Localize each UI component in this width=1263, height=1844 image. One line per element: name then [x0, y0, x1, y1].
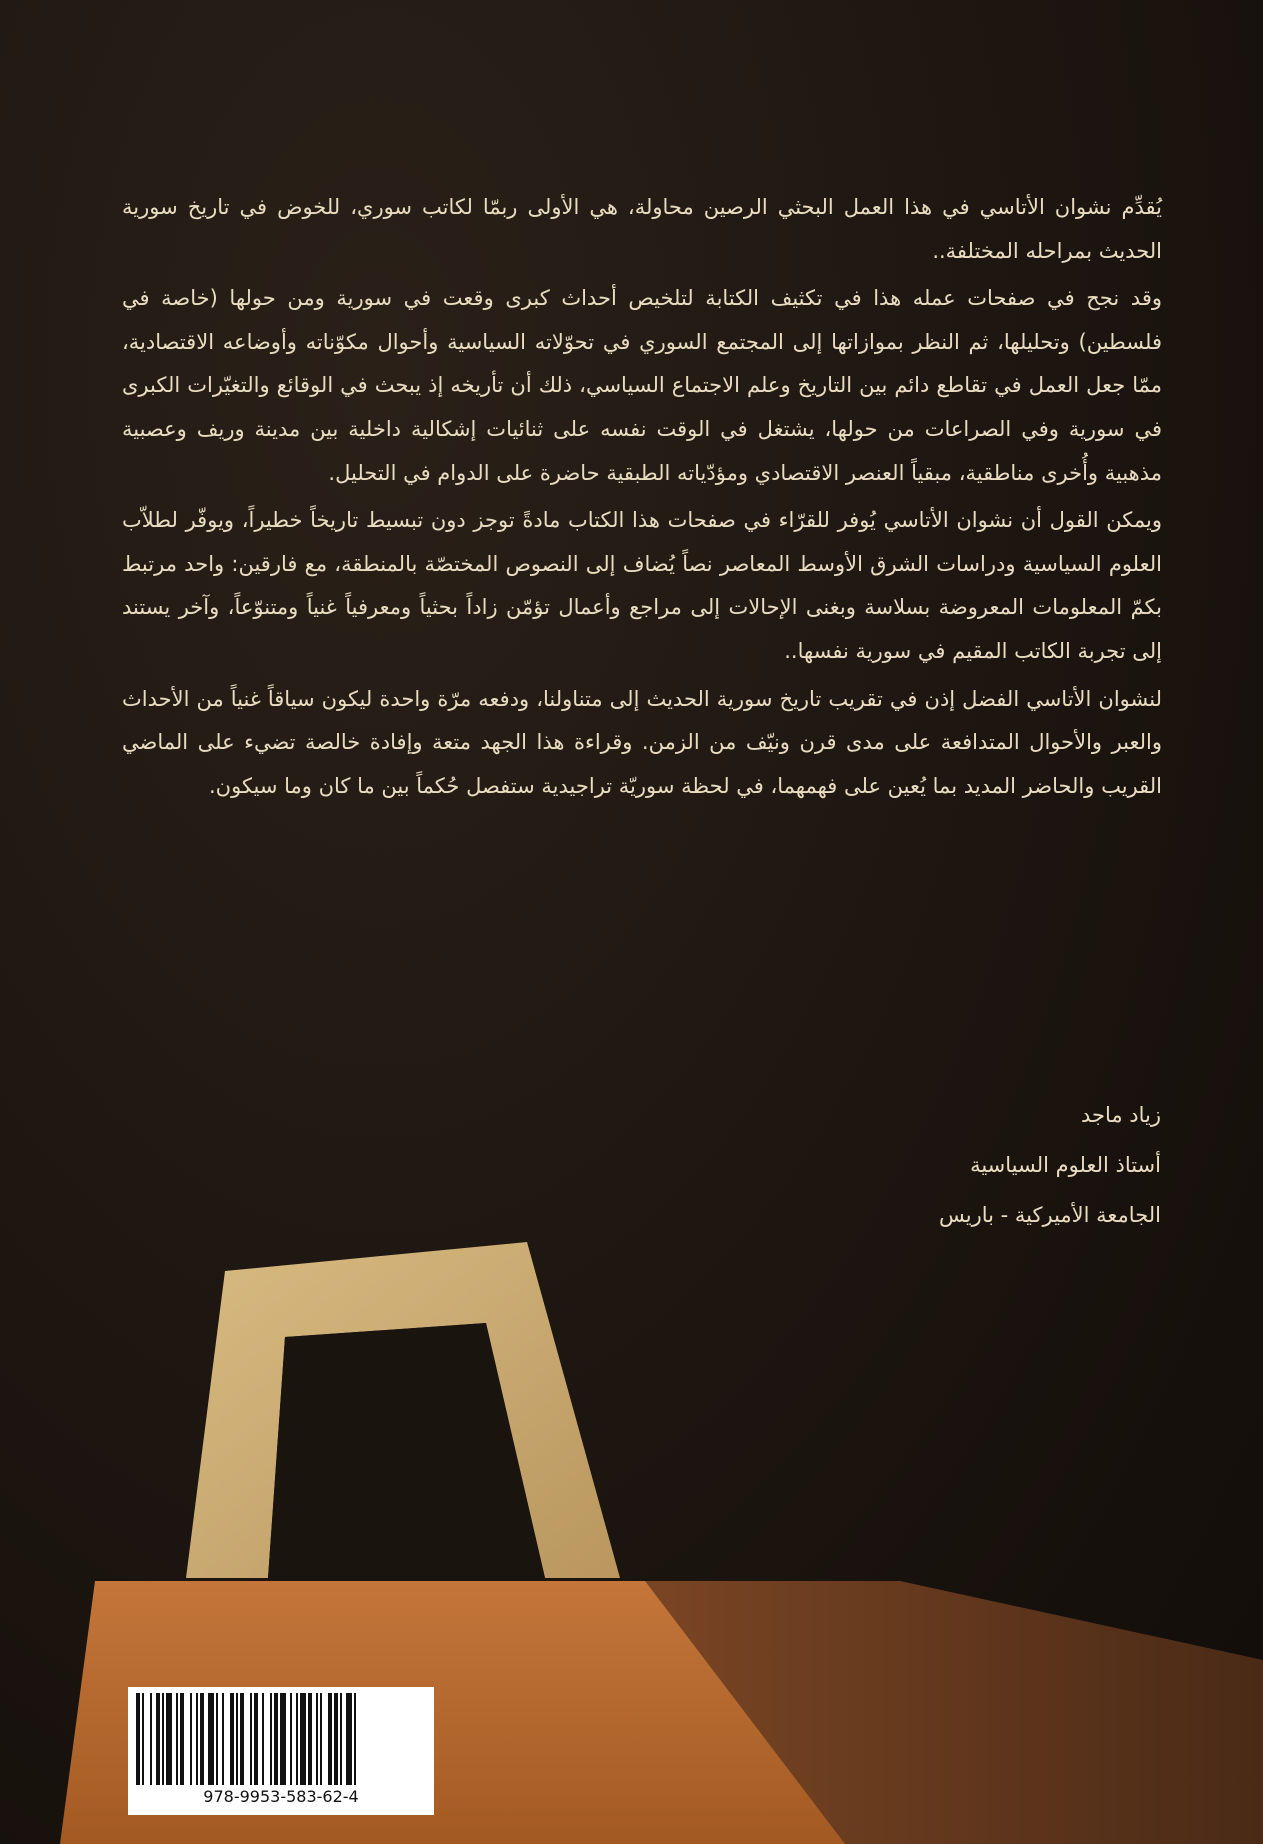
blurb-paragraph-3: ويمكن القول أن نشوان الأتاسي يُوفر للقرّاء في صفحات هذا الكتاب مادةً توجز دون تبسيط تاريخاً خطيراً، ويوفّر لطلاّب العلوم السياسية ودراسات الشرق الأوسط المعاصر نصاً يُضاف إلى النصوص المختصّة بالمنطقة، مع فارقين: واحد مرتبط بكمّ المعلومات المعروضة بسلاسة وبغنى الإحالات إلى مراجع وأعمال تؤمّن زاداً بحثياً ومعرفياً غنياً ومتنوّعاً، وآخر يستند إلى تجربة الكاتب المقيم في سورية نفسها.. — [122, 508, 1162, 663]
barcode-bar — [230, 1693, 234, 1785]
barcode-bar — [262, 1693, 264, 1785]
barcode-bar — [162, 1693, 164, 1785]
barcode-bar — [334, 1693, 338, 1785]
barcode-bar — [236, 1693, 238, 1785]
barcode-bar — [354, 1693, 356, 1785]
barcode-bar — [240, 1693, 244, 1785]
barcode-bar — [274, 1693, 278, 1785]
barcode-bar — [176, 1693, 178, 1785]
barcode-bar — [250, 1693, 252, 1785]
barcode-bar — [216, 1693, 218, 1785]
blurb-paragraph-1: يُقدِّم نشوان الأتاسي في هذا العمل البحثي الرصين محاولة، هي الأولى ربمّا لكاتب سوري، للخوض في تاريخ سورية الحديث بمراحله المختلفة.. — [122, 195, 1162, 263]
barcode-bar — [346, 1693, 352, 1785]
barcode-bar — [280, 1693, 286, 1785]
barcode-bar — [328, 1693, 332, 1785]
barcode-bar — [300, 1693, 306, 1785]
barcode-bar — [290, 1693, 292, 1785]
barcode-bar — [166, 1693, 172, 1785]
barcode-bar — [180, 1693, 184, 1785]
isbn-number: 978-9953-583-62-4 — [203, 1787, 359, 1806]
isbn-barcode — [128, 1687, 434, 1815]
signature-block — [761, 1090, 1161, 1240]
blurb-paragraph-4: لنشوان الأتاسي الفضل إذن في تقريب تاريخ سورية الحديث إلى متناولنا، ودفعه مرّة واحدة ليكون سياقاً غنياً من الأحداث والعبر والأحوال المتدافعة على مدى قرن ونيّف من الزمن. وقراءة هذا الجهد متعة وإفادة خالصة تضيء على الماضي القريب والحاضر المديد بما يُعين على فهمهما، في لحظة سوريّة تراجيدية ستفصل حُكماً بين ما كان وما سيكون. — [122, 686, 1162, 798]
barcode-bar — [196, 1693, 198, 1785]
barcode-bar — [254, 1693, 258, 1785]
signature-name: زياد ماجد — [1080, 1103, 1161, 1127]
barcode-bar — [208, 1693, 214, 1785]
barcode-bar — [340, 1693, 342, 1785]
barcode-bar — [296, 1693, 298, 1785]
barcode-bar — [316, 1693, 318, 1785]
barcode-bar — [142, 1693, 144, 1785]
signature-title: أستاذ العلوم السياسية — [970, 1153, 1161, 1177]
barcode-bar — [150, 1693, 152, 1785]
barcode-bar — [200, 1693, 204, 1785]
signature-affiliation: الجامعة الأميركية - باريس — [938, 1203, 1161, 1227]
barcode-bar — [270, 1693, 272, 1785]
barcode-bar — [222, 1693, 224, 1785]
blurb-paragraph-2: وقد نجح في صفحات عمله هذا في تكثيف الكتابة لتلخيص أحداث كبرى وقعت في سورية ومن حولها (خاصة في فلسطين) وتحليلها، ثم النظر بموازاتها إلى المجتمع السوري في تحوّلاته السياسية وأحوال مكوّناته وأوضاعه الاقتصادية، ممّا جعل العمل في تقاطع دائم بين التاريخ وعلم الاجتماع السياسي، ذلك أن تأريخه إذ يبحث في الوقائع والتغيّرات الكبرى في سورية وفي الصراعات من حولها، يشتغل في الوقت نفسه على ثنائيات إشكالية داخلية بين مدينة وريف وعصبية مذهبية وأُخرى مناطقية، مبقياً العنصر الاقتصادي ومؤدّياته الطبقية حاضرة على الدوام في التحليل. — [122, 286, 1162, 485]
barcode-bar — [190, 1693, 192, 1785]
barcode-bars — [134, 1693, 428, 1785]
barcode-bar — [136, 1693, 140, 1785]
barcode-bar — [308, 1693, 312, 1785]
blurb-text — [122, 186, 1162, 812]
barcode-bar — [320, 1693, 322, 1785]
barcode-bar — [156, 1693, 160, 1785]
